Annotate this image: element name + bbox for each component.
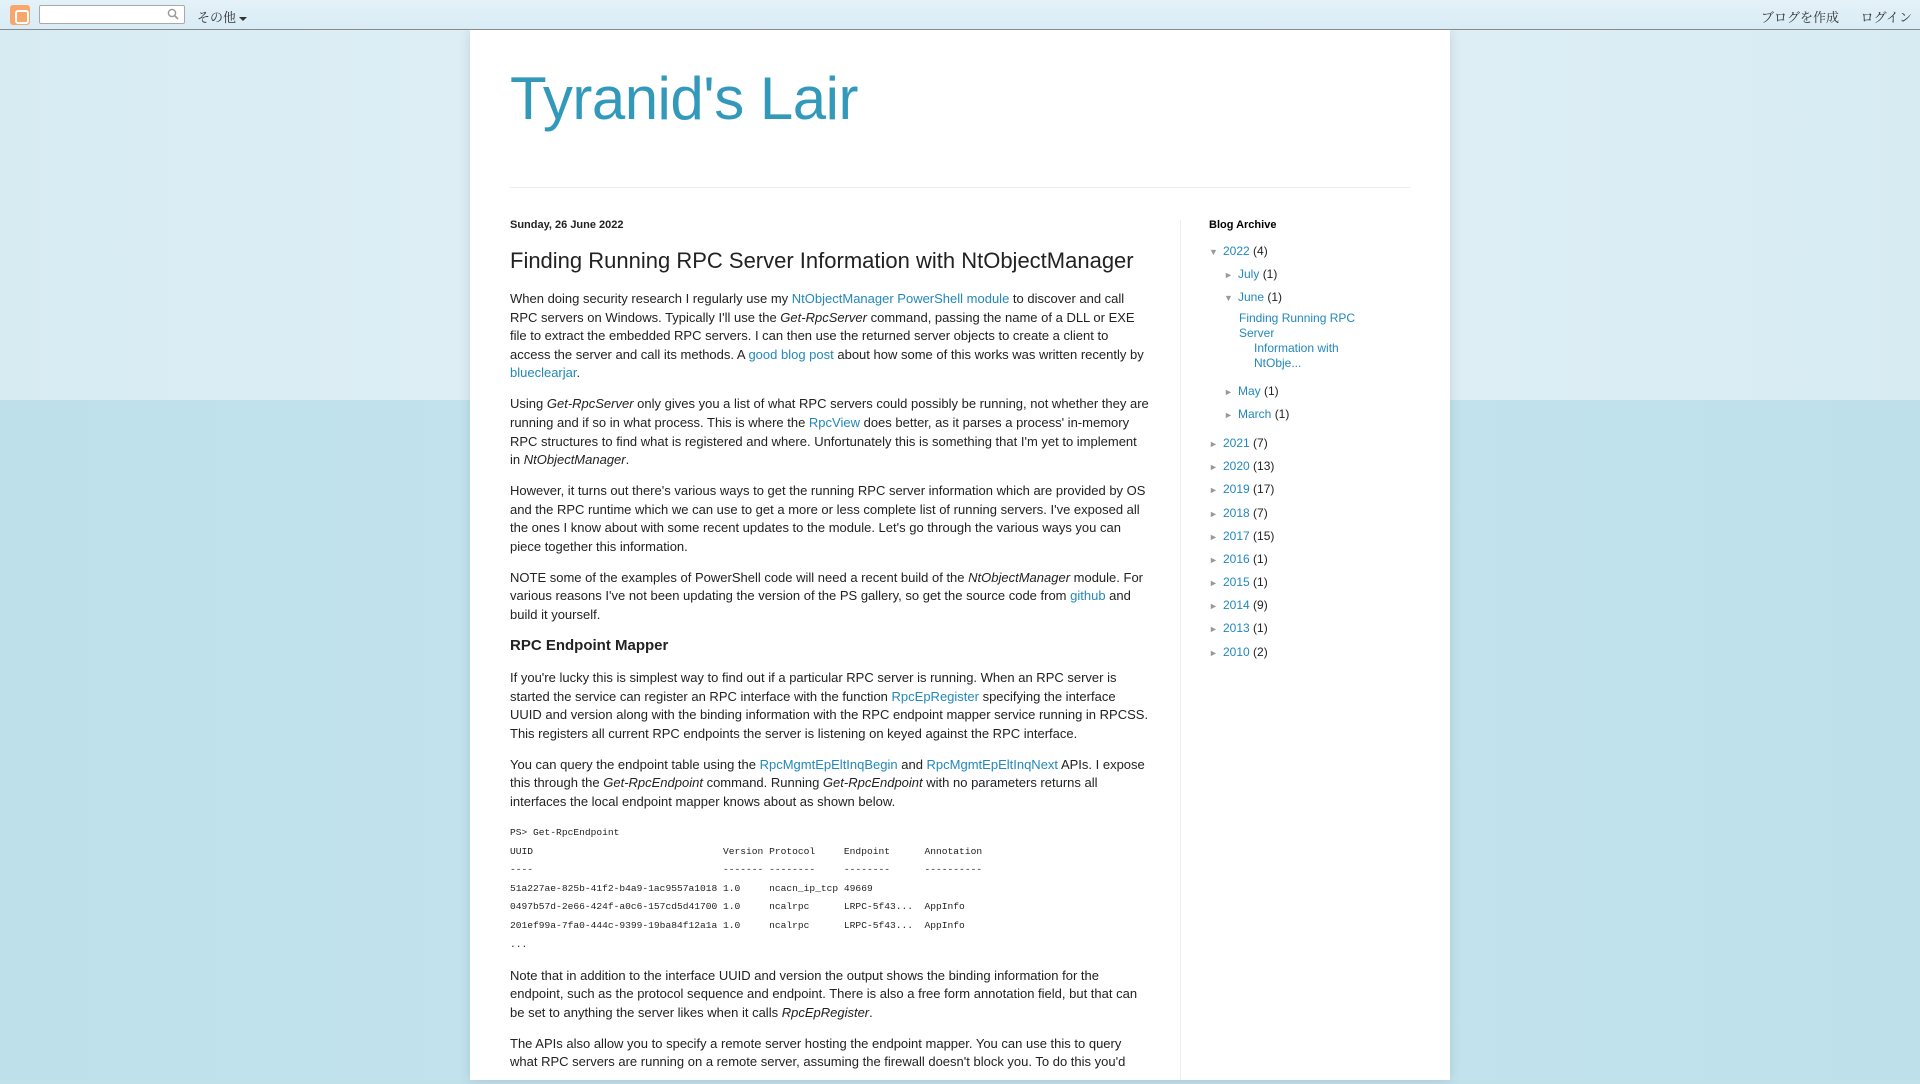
archive-year-link[interactable]: 2013 (1223, 621, 1250, 636)
collapse-toggle-icon[interactable]: ▼ (1209, 247, 1218, 257)
code-line: 0497b57d-2e66-424f-a0c6-157cd5d41700 1.0 ncalrpc LRPC-5f43... AppInfo (510, 901, 965, 913)
archive-year-link[interactable]: 2021 (1223, 435, 1250, 450)
blogger-logo-icon[interactable] (10, 5, 30, 25)
rpceprregister-link[interactable]: RpcEpRegister (891, 688, 979, 704)
archive-year-2015: ► 2015 (1) (1209, 575, 1268, 590)
code-line: 51a227ae-825b-41f2-b4a9-1ac9557a1018 1.0 ncacn_ip_tcp 49669 (510, 882, 873, 894)
archive-month-link[interactable]: March (1238, 406, 1272, 421)
navbar-search-box (39, 5, 185, 24)
navbar-right-links (1743, 7, 1912, 26)
main-column (510, 219, 1150, 1084)
expand-toggle-icon[interactable]: ► (1224, 386, 1233, 397)
expand-toggle-icon[interactable]: ► (1224, 270, 1233, 281)
blogger-navbar (0, 0, 1920, 30)
search-icon[interactable] (167, 8, 179, 20)
archive-year-link[interactable]: 2019 (1223, 482, 1250, 497)
github-link[interactable]: github (1070, 588, 1106, 604)
paragraph-3: However, it turns out there's various ways to get the running RPC server information which are provided by OS and the RPC runtime which we can use to get a more or less complete list of running servers. I've exposed all the ones I know about with some recent updates to the module. Let's go through the various ways you can piece together this information. (510, 483, 1146, 554)
post-body (510, 290, 1150, 1072)
archive-year-link[interactable]: 2018 (1223, 505, 1250, 520)
archive-month-link[interactable]: June (1238, 290, 1265, 305)
blog-archive-title: Blog Archive (1209, 219, 1277, 231)
expand-toggle-icon[interactable]: ► (1209, 531, 1218, 542)
login-link[interactable]: ログイン (1860, 10, 1912, 25)
header-divider (510, 187, 1410, 188)
content-container (470, 30, 1450, 1080)
more-menu-label: その他 (197, 10, 237, 25)
archive-year-link[interactable]: 2016 (1223, 551, 1250, 566)
expand-toggle-icon[interactable]: ► (1209, 554, 1218, 565)
archive-month-march: ► March (1) (1224, 406, 1290, 421)
rpcmgmtepeltinqnext-link[interactable]: RpcMgmtEpEltInqNext (926, 756, 1059, 772)
paragraph-4: NOTE some of the examples of PowerShell code will need a recent build of the NtObjectManager module. For various reasons I've not been updating the version of the PS gallery, so get the source code from github and build it yourself. (510, 569, 1144, 623)
archive-year-2020: ► 2020 (13) (1209, 459, 1275, 474)
expand-toggle-icon[interactable]: ► (1209, 601, 1218, 612)
archive-year-2014: ► 2014 (9) (1209, 598, 1268, 613)
caret-down-icon (239, 17, 247, 21)
archive-year-link[interactable]: 2014 (1223, 598, 1250, 613)
archive-year-link[interactable]: 2022 (1223, 244, 1250, 258)
archive-year-2021: ► 2021 (7) (1209, 435, 1268, 450)
code-line: 201ef99a-7fa0-444c-9399-19ba84f12a1a 1.0 ncalrpc LRPC-5f43... AppInfo (510, 919, 965, 931)
expand-toggle-icon[interactable]: ► (1209, 438, 1218, 449)
archive-post-link[interactable]: Finding Running RPC Server Information with NtObje... (1239, 310, 1356, 370)
archive-year-2019: ► 2019 (17) (1209, 482, 1275, 497)
paragraph-2: Using Get-RpcServer only gives you a list of what RPC servers could possibly be running, not whether they are running and if so in what process. This is where the RpcView does better, as it parses a process' in-memory RPC structures to find what is registered and where. Unfortunately this is something that I'm yet to implement in NtObjectManager. (510, 396, 1149, 468)
expand-toggle-icon[interactable]: ► (1209, 485, 1218, 496)
create-blog-link[interactable]: ブログを作成 (1761, 10, 1840, 25)
rpcview-link[interactable]: RpcView (808, 414, 860, 430)
archive-month-june: ▼ June (1) (1224, 290, 1283, 305)
post-date: Sunday, 26 June 2022 (510, 219, 624, 231)
paragraph-7: Note that in addition to the interface UUID and version the output shows the binding information for the endpoint, such as the protocol sequence and endpoint. There is also a free form annotation field, but that can be set to anything the server likes when it calls RpcEpRegister. (510, 967, 1138, 1020)
archive-month-link[interactable]: July (1238, 267, 1260, 282)
archive-month-link[interactable]: May (1238, 383, 1261, 398)
paragraph-6: You can query the endpoint table using the RpcMgmtEpEltInqBegin and RpcMgmtEpEltInqNext APIs. I expose this through the Get-RpcEndpoint command. Running Get-RpcEndpoint with no parameters returns all interfaces the local endpoint mapper knows about as shown below. (510, 756, 1145, 810)
archive-year-2016: ► 2016 (1) (1209, 551, 1268, 566)
code-line: ... (510, 938, 528, 950)
archive-year-link[interactable]: 2010 (1223, 644, 1250, 659)
collapse-toggle-icon[interactable]: ▼ (1224, 293, 1233, 304)
navbar-search-input[interactable] (40, 7, 160, 24)
archive-year-link[interactable]: 2017 (1223, 528, 1250, 543)
archive-month-july: ► July (1) (1224, 267, 1278, 282)
archive-year-link[interactable]: 2020 (1223, 459, 1250, 474)
more-menu-button[interactable] (197, 7, 247, 26)
blueclearjar-link[interactable]: blueclearjar (510, 365, 577, 381)
archive-year-2022: ▼ 2022 (4) (1209, 244, 1268, 258)
blog-title[interactable]: Tyranid's Lair (510, 65, 858, 132)
code-line: UUID Version Protocol Endpoint Annotation (510, 845, 983, 857)
sidebar-divider (1180, 220, 1181, 1080)
archive-year-2018: ► 2018 (7) (1209, 505, 1268, 520)
expand-toggle-icon[interactable]: ► (1209, 508, 1218, 519)
expand-toggle-icon[interactable]: ► (1209, 624, 1218, 635)
expand-toggle-icon[interactable]: ► (1209, 578, 1218, 589)
archive-year-2013: ► 2013 (1) (1209, 621, 1268, 636)
archive-year-2017: ► 2017 (15) (1209, 528, 1275, 543)
code-line: ---- ------- -------- -------- ---------- (510, 864, 983, 876)
section-heading-rpc-endpoint-mapper: RPC Endpoint Mapper (510, 637, 669, 655)
rpcmgmtepeltinqbegin-link[interactable]: RpcMgmtEpEltInqBegin (759, 756, 898, 772)
ntobjectmanager-module-link[interactable]: NtObjectManager PowerShell module (791, 291, 1010, 306)
code-block (510, 824, 1150, 954)
post-title[interactable]: Finding Running RPC Server Information with NtObjectManager (510, 248, 1134, 273)
expand-toggle-icon[interactable]: ► (1209, 647, 1218, 658)
archive-year-link[interactable]: 2015 (1223, 575, 1250, 590)
archive-year-2010: ► 2010 (2) (1209, 644, 1268, 659)
paragraph-8: The APIs also allow you to specify a remote server hosting the endpoint mapper. You can use this to query what RPC servers are running on a remote server, assuming the firewall doesn't block you. To do this you'd (510, 1035, 1126, 1070)
paragraph-5: If you're lucky this is simplest way to find out if a particular RPC server is running. When an RPC server is started the service can register an RPC interface with the function RpcEpRegister specifying the interface UUID and version along with the binding information with the RPC endpoint mapper service running in RPCSS. This registers all current RPC endpoints the server is listening on keyed against the RPC interface. (510, 670, 1149, 741)
expand-toggle-icon[interactable]: ► (1224, 409, 1233, 420)
expand-toggle-icon[interactable]: ► (1209, 462, 1218, 473)
paragraph-1: When doing security research I regularly use my NtObjectManager PowerShell module to discover and call RPC servers on Windows. Typically I'll use the Get-RpcServer command, passing the name of a DLL or EXE file to extract the embedded RPC servers. I can then use the returned server objects to create a client to access the server and call its methods. A good blog post about how some of this works was written recently by blueclearjar. (510, 291, 1144, 381)
code-line: PS> Get-RpcEndpoint (510, 827, 620, 838)
good-blog-post-link[interactable]: good blog post (748, 346, 834, 362)
archive-month-may: ► May (1) (1224, 383, 1279, 398)
sidebar (1209, 219, 1409, 667)
